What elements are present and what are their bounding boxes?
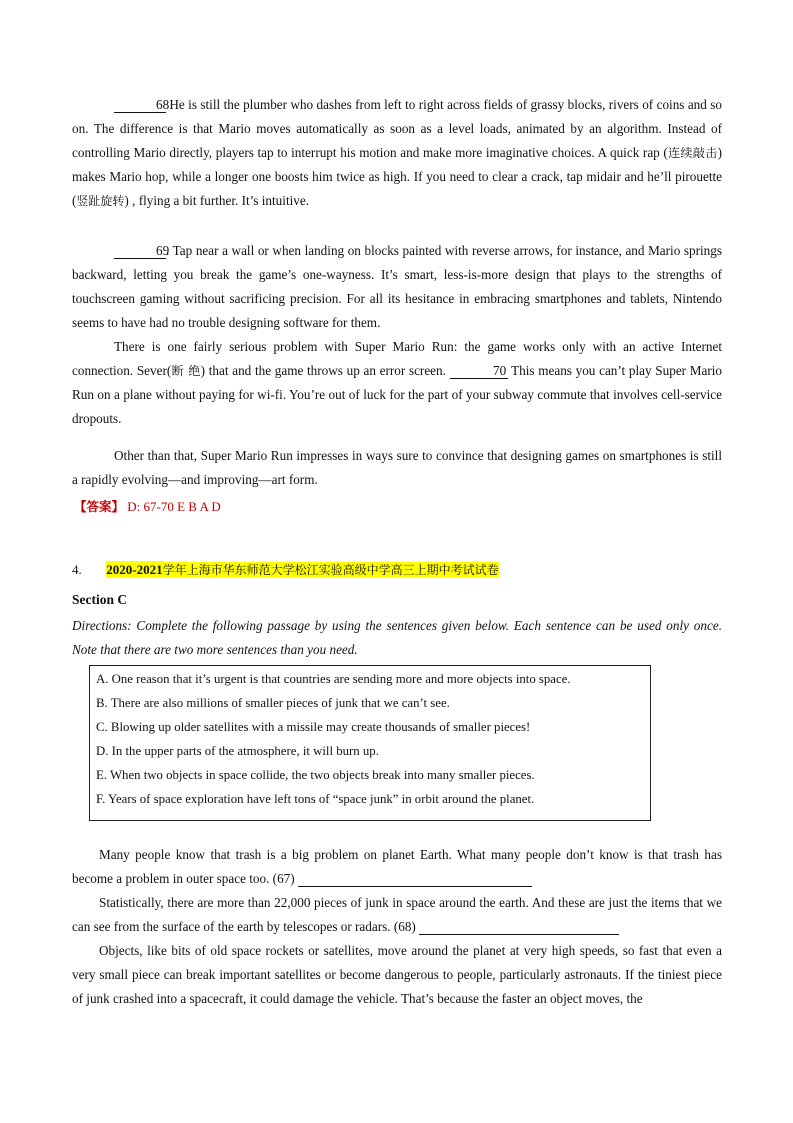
- paragraph-space-junk-3: Objects, like bits of old space rockets or satellites, move around the planet at very high speeds, so fast that even a very small piece can break important satellites or become dangerous to people, particularly astronauts. If the tiniest piece of junk crashed into a spacecraft, it could damage the vehicle. That’s because the faster an object moves, the: [72, 943, 722, 1006]
- chinese-gloss: 竖趾旋转: [76, 194, 125, 208]
- paragraph-68-text-2: ) makes Mario hop, while a longer one boosts him twice as high. If you need to clear a crack, tap midair and he’ll pirouette (: [72, 145, 722, 208]
- paragraph-68-text-3: ) , flying a bit further. It’s intuitive.: [124, 193, 310, 208]
- answer-blank-67: [298, 871, 532, 887]
- paragraph-space-junk-1: [72, 843, 722, 891]
- option-d: D. In the upper parts of the atmosphere, it will burn up.: [96, 744, 379, 758]
- answer-blank-68b: [419, 919, 619, 935]
- option-b: B. There are also millions of smaller pieces of junk that we can’t see.: [96, 696, 450, 710]
- paragraph-69: [72, 239, 722, 335]
- section-title: Section C: [72, 592, 128, 607]
- answer-blank-69: 69: [114, 243, 166, 259]
- question-heading: [72, 561, 499, 578]
- answer-blank-68: 68: [114, 97, 166, 113]
- paragraph-69-text: . Tap near a wall or when landing on blocks painted with reverse arrows, for instance, and Mario springs backward, letting you break the game’s one-wayness. It’s smart, less-is-more design that plays to the strengths of touchscreen gaming without sacrificing precision. For all its hesitance in embracing smartphones and tablets, Nintendo seems to have had no trouble designing software for them.: [72, 243, 722, 330]
- paragraph-68: [72, 93, 722, 213]
- option-a: A. One reason that it’s urgent is that countries are sending more and more objects into space.: [96, 672, 571, 686]
- paragraph-text: Statistically, there are more than 22,000 pieces of junk in space around the earth. And these are just the items that we can see from the surface of the earth by telescopes or radars. (68): [72, 895, 722, 934]
- paragraph-closing: Other than that, Super Mario Run impresses in ways sure to convince that designing games on smartphones is still a rapidly evolving—and improving—art form.: [72, 448, 722, 487]
- paragraph-70-text-2: ) that and the game throws up an error screen.: [200, 363, 446, 378]
- paragraph-space-junk-2: [72, 891, 722, 939]
- chinese-gloss: 断 绝: [171, 364, 201, 378]
- option-f: F. Years of space exploration have left tons of “space junk” in orbit around the planet.: [96, 792, 535, 806]
- option-c: C. Blowing up older satellites with a missile may create thousands of smaller pieces!: [96, 720, 531, 734]
- answer-key: [74, 497, 221, 515]
- question-source-title: 学年上海市华东师范大学松江实验高级中学高三上期中考试试卷: [162, 563, 499, 577]
- paragraph-text: Many people know that trash is a big problem on planet Earth. What many people don’t know is that trash has become a problem in outer space too. (67): [72, 847, 722, 886]
- paragraph-70: [72, 335, 722, 431]
- option-e: E. When two objects in space collide, the two objects break into many smaller pieces.: [96, 768, 535, 782]
- question-year: 2020-2021: [106, 562, 163, 577]
- paragraph-70-text: There is one fairly serious problem with Super Mario Run: the game works only with an active Internet connection. Sever(: [72, 339, 722, 378]
- paragraph-68-text: He is still the plumber who dashes from left to right across fields of grassy blocks, rivers of coins and so on. The difference is that Mario moves automatically as soon as a level loads, animated by an algorithm. Instead of controlling Mario directly, players tap to interrupt his motion and make more imaginative choices. A quick rap (: [72, 97, 722, 160]
- answer-tag: 【答案】: [74, 499, 125, 514]
- options-box: [89, 665, 651, 821]
- answer-text: D: 67-70 E B A D: [127, 499, 221, 514]
- answer-blank-70: 70: [450, 363, 508, 379]
- chinese-gloss: 连续敲击: [667, 146, 718, 160]
- paragraph-70-text-3: This means you can’t play Super Mario Run on a plane without paying for wi-fi. You’re out of luck for the part of your subway commute that involves cell-service dropouts.: [72, 363, 722, 426]
- question-number: 4.: [72, 562, 82, 577]
- directions-text: Directions: Complete the following passage by using the sentences given below. Each sentence can be used only once. Note that there are two more sentences than you need.: [72, 618, 722, 657]
